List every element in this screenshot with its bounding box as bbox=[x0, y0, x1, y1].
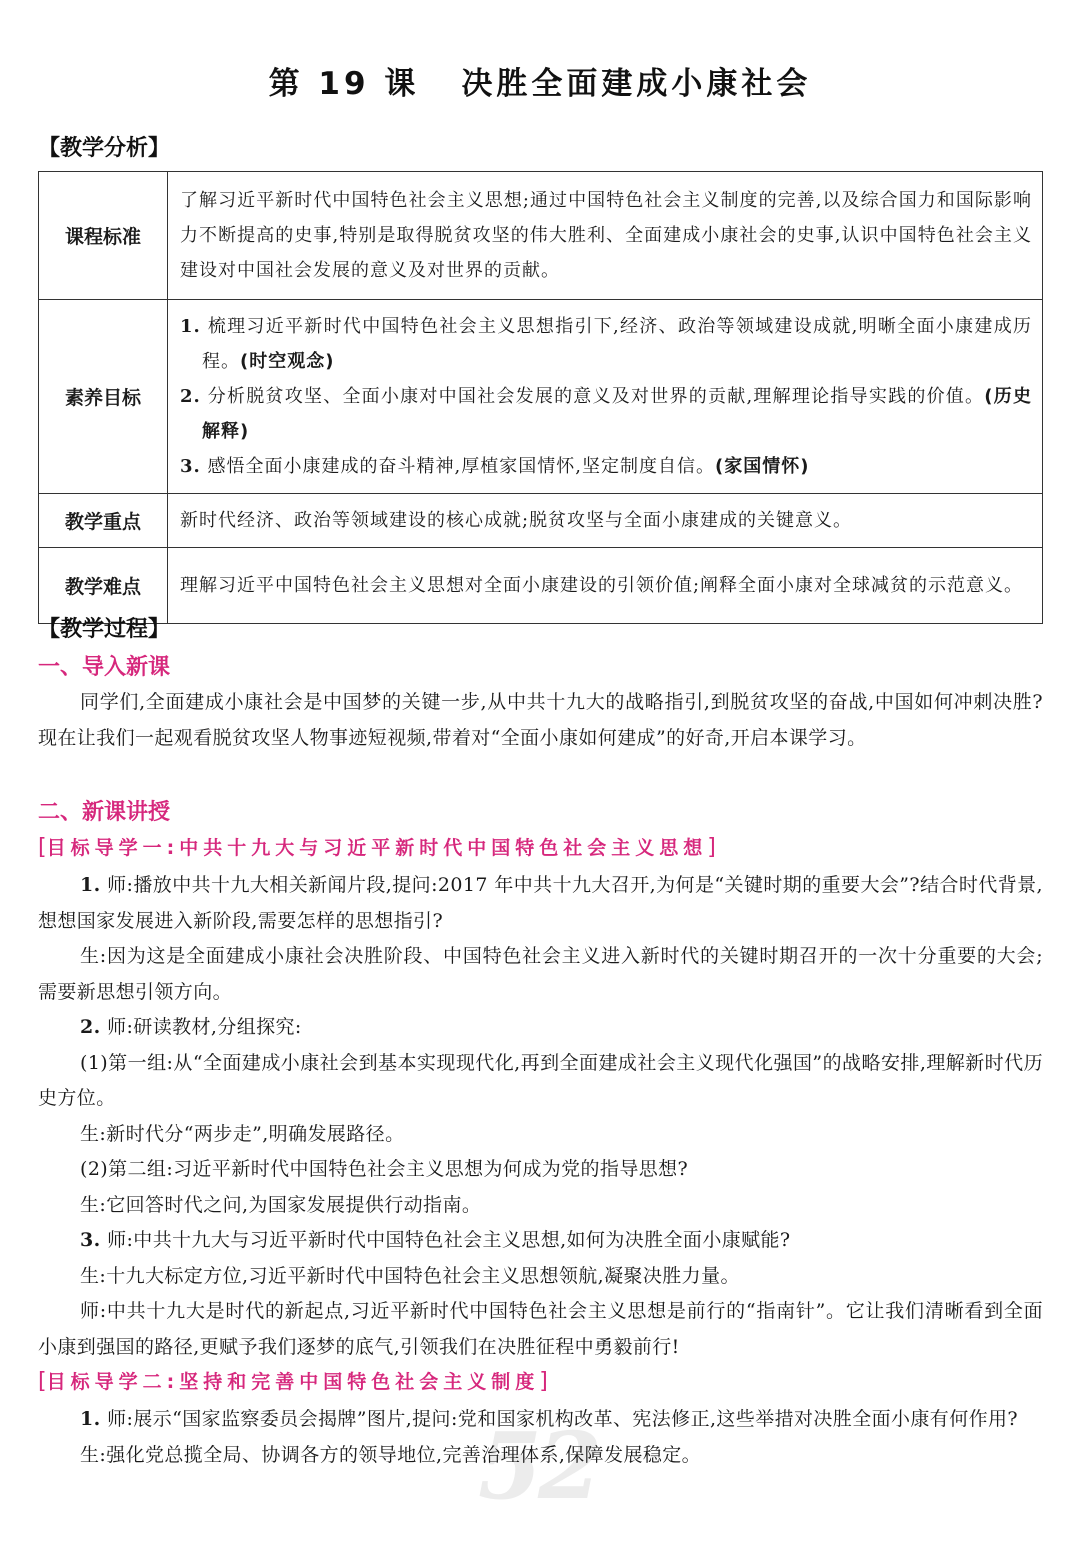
goal-tag: (历史解释) bbox=[202, 386, 1033, 442]
guide-two-heading: [目标导学二:坚持和完善中国特色社会主义制度] bbox=[38, 1369, 548, 1394]
section-new-heading: 二、新课讲授 bbox=[38, 800, 171, 825]
row-key bbox=[39, 494, 1043, 548]
paragraph: 师:中共十九大是时代的新起点,习近平新时代中国特色社会主义思想是前行的“指南针”。它让我们清晰看到全面小康到强国的路径,更赋予我们逐梦的底气,引领我们在决胜征程中勇毅前行! bbox=[38, 1300, 1043, 1358]
lesson-number: 第 19 课 bbox=[268, 66, 420, 102]
row-text: 了解习近平新时代中国特色社会主义思想;通过中国特色社会主义制度的完善,以及综合国力和国际影响力不断提高的史事,特别是取得脱贫攻坚的伟大胜利、全面建成小康社会的史事,认识中国特色社会主义建设对中国社会发展的意义及对世界的贡献。 bbox=[168, 172, 1043, 300]
goals-cell bbox=[168, 300, 1043, 494]
row-text: 理解习近平中国特色社会主义思想对全面小康建设的引领价值;阐释全面小康对全球减贫的示范意义。 bbox=[168, 548, 1043, 624]
process-heading: 【教学过程】 bbox=[38, 617, 171, 642]
lesson-title bbox=[0, 58, 1080, 103]
row-text: 新时代经济、政治等领域建设的核心成就;脱贫攻坚与全面小康建成的关键意义。 bbox=[168, 494, 1043, 548]
row-label: 教学重点 bbox=[39, 494, 168, 548]
row-label: 课程标准 bbox=[39, 172, 168, 300]
paragraph: 生:十九大标定方位,习近平新时代中国特色社会主义思想领航,凝聚决胜力量。 bbox=[80, 1264, 740, 1287]
intro-paragraph: 同学们,全面建成小康社会是中国梦的关键一步,从中共十九大的战略指引,到脱贫攻坚的奋战,中国如何冲刺决胜?现在让我们一起观看脱贫攻坚人物事迹短视频,带着对“全面小康如何建成”的好奇,开启本课学习。 bbox=[38, 691, 1043, 749]
guide-one-heading: [目标导学一:中共十九大与习近平新时代中国特色社会主义思想] bbox=[38, 835, 716, 860]
lesson-name: 决胜全面建成小康社会 bbox=[461, 66, 812, 102]
page-number: 52 bbox=[478, 1412, 599, 1520]
row-label: 教学难点 bbox=[39, 548, 168, 624]
section-intro-heading: 一、导入新课 bbox=[38, 655, 171, 680]
row-difficult bbox=[39, 548, 1043, 624]
paragraph: 2. 师:研读教材,分组探究: bbox=[80, 1016, 302, 1038]
analysis-table bbox=[38, 171, 1043, 624]
paragraph: 生:强化党总揽全局、协调各方的领导地位,完善治理体系,保障发展稳定。 bbox=[80, 1443, 702, 1466]
goal-item: 3. 感悟全面小康建成的奋斗精神,厚植家国情怀,坚定制度自信。(家国情怀) bbox=[180, 456, 810, 477]
goal-tag: (家国情怀) bbox=[714, 456, 810, 477]
row-label: 素养目标 bbox=[39, 300, 168, 494]
paragraph: (1)第一组:从“全面建成小康社会到基本实现现代化,再到全面建成社会主义现代化强国”的战略安排,理解新时代历史方位。 bbox=[38, 1051, 1043, 1109]
analysis-heading: 【教学分析】 bbox=[38, 136, 171, 161]
paragraph: 生:新时代分“两步走”,明确发展路径。 bbox=[80, 1122, 405, 1145]
paragraph: 生:它回答时代之问,为国家发展提供行动指南。 bbox=[80, 1193, 482, 1216]
row-goals bbox=[39, 300, 1043, 494]
guide-one-body bbox=[38, 868, 1043, 1365]
paragraph: 1. 师:播放中共十九大相关新闻片段,提问:2017 年中共十九大召开,为何是“关键时期的重要大会”?结合时代背景,想想国家发展进入新阶段,需要怎样的思想指引? bbox=[38, 874, 1043, 932]
goal-tag: (时空观念) bbox=[240, 351, 335, 372]
goal-item: 1. 梳理习近平新时代中国特色社会主义思想指引下,经济、政治等领域建设成就,明晰全面小康建成历程。(时空观念) bbox=[180, 316, 1032, 372]
row-standard bbox=[39, 172, 1043, 300]
paragraph: (2)第二组:习近平新时代中国特色社会主义思想为何成为党的指导思想? bbox=[80, 1158, 689, 1180]
paragraph: 1. 师:展示“国家监察委员会揭牌”图片,提问:党和国家机构改革、宪法修正,这些举措对决胜全面小康有何作用? bbox=[80, 1408, 1018, 1430]
paragraph: 3. 师:中共十九大与习近平新时代中国特色社会主义思想,如何为决胜全面小康赋能? bbox=[80, 1229, 791, 1251]
goal-item: 2. 分析脱贫攻坚、全面小康对中国社会发展的意义及对世界的贡献,理解理论指导实践的价值。(历史解释) bbox=[180, 386, 1033, 442]
paragraph: 生:因为这是全面建成小康社会决胜阶段、中国特色社会主义进入新时代的关键时期召开的一次十分重要的大会;需要新思想引领方向。 bbox=[38, 945, 1043, 1003]
guide-two-body bbox=[38, 1402, 1043, 1473]
